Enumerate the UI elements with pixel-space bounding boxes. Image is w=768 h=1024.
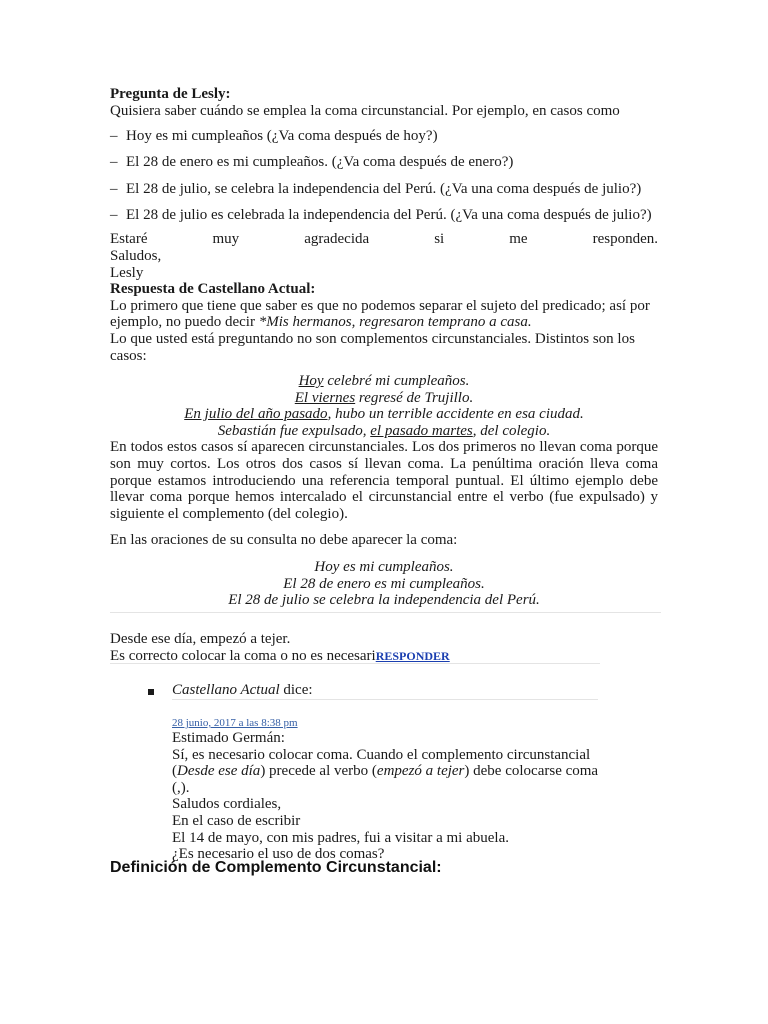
section-heading: Definición de Complemento Circunstancial: — [110, 859, 442, 876]
example-line — [110, 406, 658, 423]
final-example-line: El 28 de enero es mi cumpleaños. — [283, 575, 485, 592]
list-item-text: El 28 de julio, se celebra la independencia del Perú. (¿Va una coma después de julio?) — [126, 180, 642, 197]
dash-marker: – — [110, 128, 118, 145]
reply-says: dice: — [279, 682, 313, 698]
reply-extra-line: ¿Es necesario el uso de dos comas? — [172, 846, 385, 863]
reply-text: Sí, es necesario colocar coma. Cuando el complemento circunstancial ( — [172, 746, 591, 780]
article-body — [110, 86, 658, 609]
example-rest: celebré mi cumpleaños. — [323, 373, 470, 390]
example-line — [110, 390, 658, 407]
divider — [110, 663, 600, 664]
reply-extra-line: En el caso de escribir — [172, 812, 301, 829]
answer-paragraph-4: En las oraciones de su consulta no debe aparecer la coma: — [110, 532, 458, 549]
dash-marker: – — [110, 206, 118, 223]
reply-salutation: Estimado Germán: — [172, 730, 285, 746]
reply-text: ) debe colocarse coma (,). — [172, 763, 599, 796]
dash-marker: – — [110, 180, 118, 197]
answer-p1-text: Lo primero que tiene que saber es que no podemos separar el sujeto del predicado; así por ejemplo, no puedo decir — [110, 297, 650, 331]
question-heading: Pregunta de Lesly: — [110, 86, 231, 102]
comment-line — [110, 648, 600, 665]
reply-body — [172, 730, 608, 863]
reply-italic: Desde ese día — [177, 763, 261, 780]
list-item — [110, 154, 658, 171]
reply-button[interactable]: RESPONDER — [375, 648, 450, 663]
greeting: Saludos, — [110, 247, 162, 264]
reply-text: ) precede al verbo ( — [260, 763, 377, 780]
reply-paragraph — [172, 747, 608, 797]
answer-paragraph-2: Lo que usted está preguntando no son complementos circunstanciales. Distintos son los casos: — [110, 330, 635, 364]
divider — [110, 612, 661, 613]
list-item — [110, 207, 658, 224]
reply-closing: Saludos cordiales, — [172, 796, 282, 813]
list-item — [110, 181, 658, 198]
reply-date-link[interactable]: 28 junio, 2017 a las 8:38 pm — [172, 717, 298, 729]
example-rest: , del colegio. — [472, 422, 551, 439]
final-example-block — [110, 559, 658, 609]
dash-marker: – — [110, 154, 118, 171]
list-item-text: El 28 de enero es mi cumpleaños. (¿Va coma después de enero?) — [126, 154, 514, 171]
comment-text: Es correcto colocar la coma o no es necesari — [110, 647, 376, 664]
example-underlined: Hoy — [298, 373, 324, 390]
bullet-icon — [148, 689, 154, 695]
list-item — [110, 128, 658, 145]
example-underlined: el pasado martes — [370, 422, 473, 439]
example-rest: , hubo un terrible accidente en esa ciudad. — [327, 406, 584, 423]
reply-author-line — [172, 682, 313, 699]
thanks-line: Estaré muy agradecida si me responden. — [110, 231, 658, 248]
divider — [172, 699, 598, 700]
example-rest: regresé de Trujillo. — [355, 389, 474, 406]
question-intro: Quisiera saber cuándo se emplea la coma circunstancial. Por ejemplo, en casos como — [110, 102, 620, 119]
example-line — [110, 423, 658, 440]
answer-paragraph-1 — [110, 298, 658, 331]
final-example-line: El 28 de julio se celebra la independencia del Perú. — [228, 592, 540, 609]
signature: Lesly — [110, 264, 144, 281]
answer-p1-example: *Mis hermanos, regresaron temprano a casa. — [258, 314, 532, 331]
comment-line: Desde ese día, empezó a tejer. — [110, 631, 291, 647]
reply-italic: empezó a tejer — [376, 763, 465, 780]
example-underlined: En julio del año pasado — [184, 406, 328, 423]
reply-author: Castellano Actual — [172, 682, 280, 698]
reply-extra-line: El 14 de mayo, con mis padres, fui a visitar a mi abuela. — [172, 829, 509, 846]
list-item-text: Hoy es mi cumpleaños (¿Va coma después de hoy?) — [126, 128, 438, 145]
example-underlined: El viernes — [294, 389, 356, 406]
example-line — [110, 373, 658, 390]
answer-heading: Respuesta de Castellano Actual: — [110, 281, 316, 298]
example-block — [110, 373, 658, 439]
example-pre: Sebastián fue expulsado, — [217, 422, 371, 439]
comment-question — [110, 631, 600, 664]
list-item-text: El 28 de julio es celebrada la independencia del Perú. (¿Va una coma después de julio?) — [126, 206, 652, 223]
final-example-line: Hoy es mi cumpleaños. — [314, 559, 454, 576]
answer-paragraph-3: En todos estos casos sí aparecen circunstanciales. Los dos primeros no llevan coma porque son muy cortos. Los otros dos casos sí llevan coma. La penúltima oración lleva coma porque estamos introduciendo una referencia temporal puntual. El último ejemplo debe llevar coma porque hemos intercalado el circunstancial entre el verbo (fue expulsado) y siguiente el complemento (del colegio). — [110, 439, 658, 522]
